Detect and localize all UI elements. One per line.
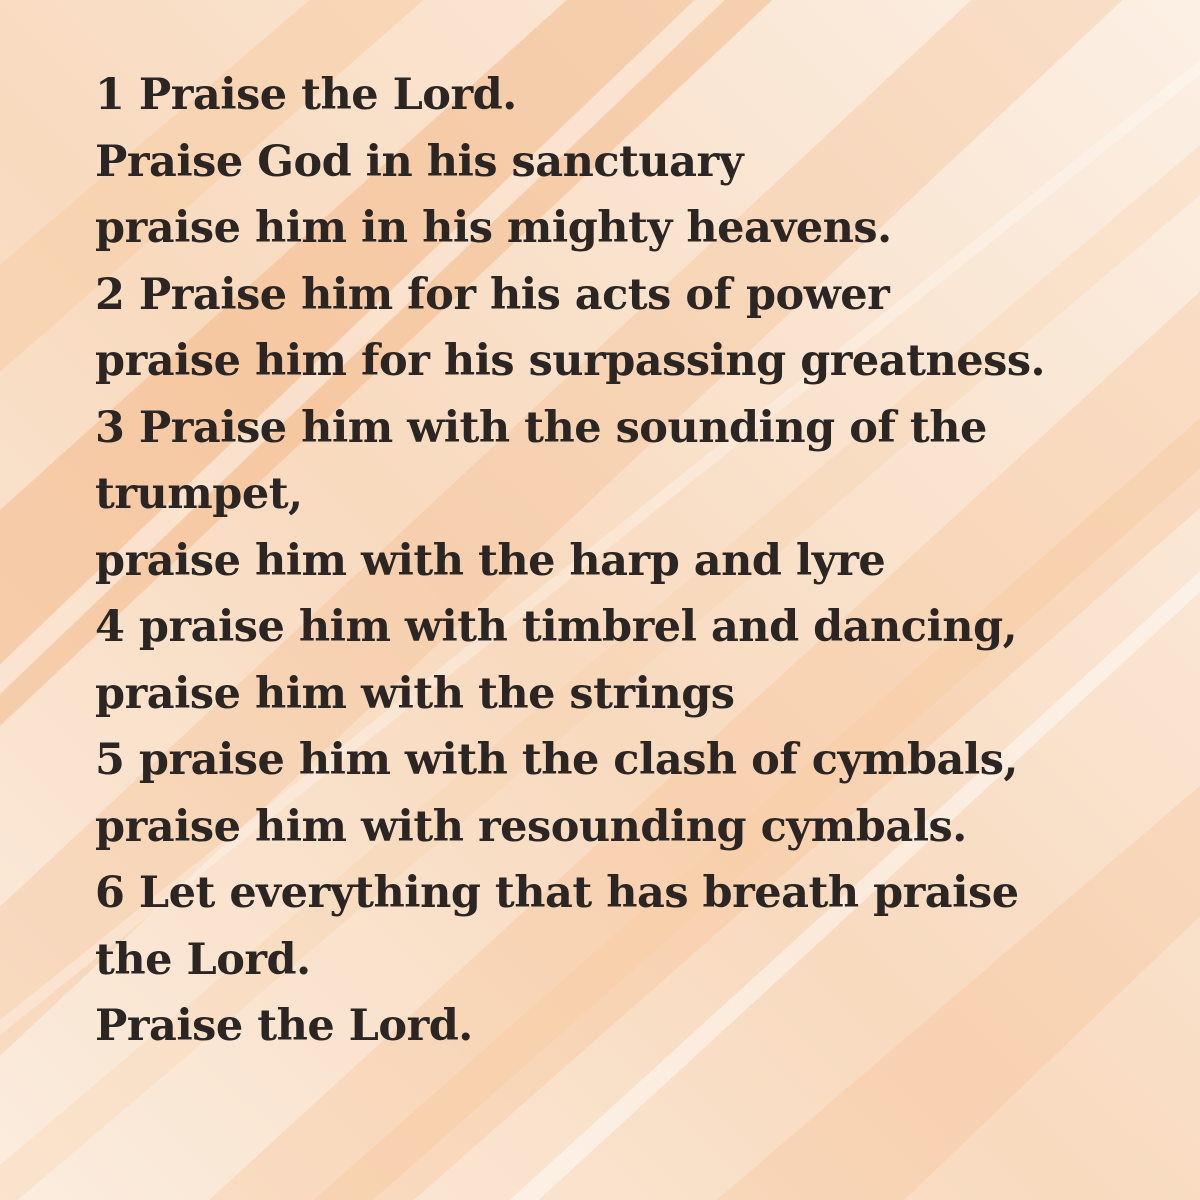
verse-line: 3 Praise him with the sounding of the [95, 402, 987, 453]
verse-line: praise him with the harp and lyre [95, 535, 886, 586]
verse-line: Praise God in his sanctuary [95, 136, 744, 187]
verse-line: 4 praise him with timbrel and dancing, [95, 602, 1018, 652]
verse-line: praise him with resounding cymbals. [95, 801, 967, 852]
verse-line: praise him with the strings [95, 668, 735, 719]
verse-line: Praise the Lord. [95, 1001, 473, 1051]
verse-line: 6 Let everything that has breath praise [95, 868, 1019, 918]
verse-line: praise him for his surpassing greatness. [95, 336, 1046, 386]
verse-line: praise him in his mighty heavens. [95, 203, 892, 253]
verse-line: trumpet, [95, 469, 303, 519]
verse-line: 1 Praise the Lord. [95, 70, 517, 120]
verse-line: 2 Praise him for his acts of power [95, 269, 890, 320]
verse-line: the Lord. [95, 934, 311, 985]
psalm-text [95, 62, 1155, 1060]
verse-line: 5 praise him with the clash of cymbals, [95, 735, 1018, 785]
